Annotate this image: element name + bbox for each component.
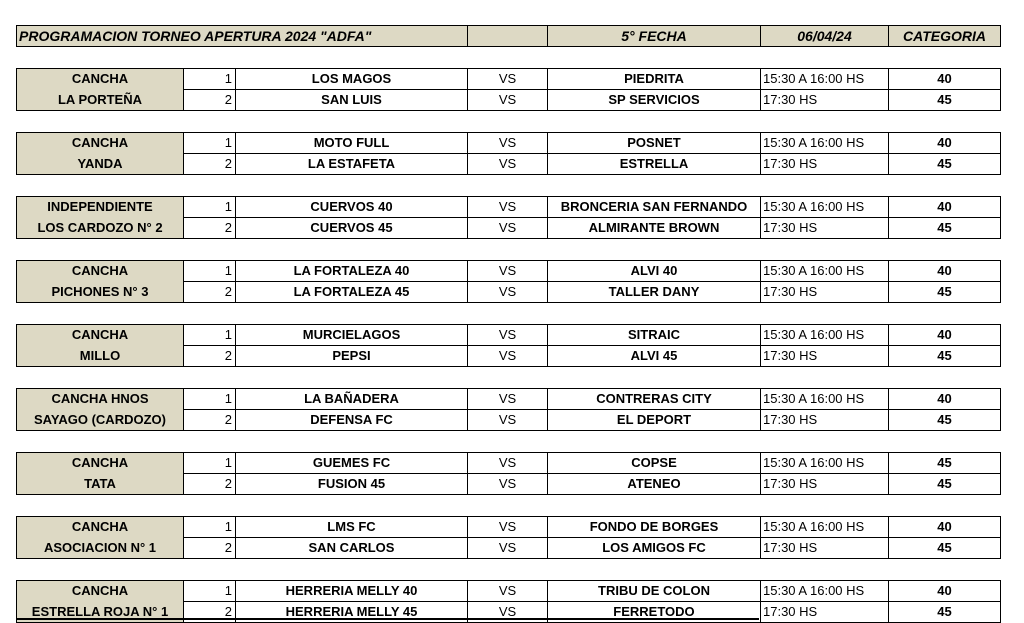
home-team: SAN CARLOS — [236, 538, 468, 559]
venue-name-line: CANCHA — [17, 581, 184, 602]
away-team: BRONCERIA SAN FERNANDO — [548, 197, 761, 218]
spacer-cell — [17, 111, 1001, 133]
match-category: 45 — [889, 410, 1001, 431]
match-number: 2 — [184, 602, 236, 623]
match-number: 1 — [184, 453, 236, 474]
match-category: 40 — [889, 517, 1001, 538]
home-team: GUEMES FC — [236, 453, 468, 474]
match-row — [17, 133, 1001, 154]
match-time: 17:30 HS — [761, 538, 889, 559]
home-team: SAN LUIS — [236, 90, 468, 111]
match-number: 2 — [184, 474, 236, 495]
category-header: CATEGORIA — [889, 26, 1001, 47]
venue-name-line: PICHONES N° 3 — [17, 282, 184, 303]
match-category: 45 — [889, 282, 1001, 303]
round-label: 5° FECHA — [548, 26, 761, 47]
venue-spacer — [17, 175, 1001, 197]
match-time: 17:30 HS — [761, 282, 889, 303]
venue-spacer — [17, 495, 1001, 517]
match-row — [17, 453, 1001, 474]
match-number: 2 — [184, 90, 236, 111]
match-time: 15:30 A 16:00 HS — [761, 197, 889, 218]
venue-name-line: SAYAGO (CARDOZO) — [17, 410, 184, 431]
match-category: 40 — [889, 197, 1001, 218]
home-team: MURCIELAGOS — [236, 325, 468, 346]
venue-name-line: LA PORTEÑA — [17, 90, 184, 111]
match-row — [17, 474, 1001, 495]
match-time: 15:30 A 16:00 HS — [761, 389, 889, 410]
versus-label: VS — [468, 261, 548, 282]
away-team: ALVI 45 — [548, 346, 761, 367]
match-category: 45 — [889, 538, 1001, 559]
match-number: 1 — [184, 69, 236, 90]
schedule-table — [16, 25, 1001, 623]
venue-spacer — [17, 111, 1001, 133]
versus-label: VS — [468, 410, 548, 431]
versus-label: VS — [468, 325, 548, 346]
home-team: FUSION 45 — [236, 474, 468, 495]
venue-name-line: CANCHA HNOS — [17, 389, 184, 410]
venue-name-line: CANCHA — [17, 69, 184, 90]
match-category: 40 — [889, 69, 1001, 90]
away-team: CONTRERAS CITY — [548, 389, 761, 410]
match-row — [17, 154, 1001, 175]
venue-name-line: LOS CARDOZO N° 2 — [17, 218, 184, 239]
match-time: 15:30 A 16:00 HS — [761, 453, 889, 474]
match-time: 17:30 HS — [761, 154, 889, 175]
versus-label: VS — [468, 69, 548, 90]
match-time: 17:30 HS — [761, 218, 889, 239]
away-team: LOS AMIGOS FC — [548, 538, 761, 559]
header-blank-cell — [468, 26, 548, 47]
home-team: LMS FC — [236, 517, 468, 538]
match-category: 45 — [889, 218, 1001, 239]
match-row — [17, 261, 1001, 282]
match-time: 15:30 A 16:00 HS — [761, 517, 889, 538]
match-category: 40 — [889, 581, 1001, 602]
match-row — [17, 282, 1001, 303]
away-team: FONDO DE BORGES — [548, 517, 761, 538]
away-team: SP SERVICIOS — [548, 90, 761, 111]
venue-spacer — [17, 303, 1001, 325]
home-team: PEPSI — [236, 346, 468, 367]
home-team: LOS MAGOS — [236, 69, 468, 90]
spacer-cell — [17, 175, 1001, 197]
match-time: 17:30 HS — [761, 410, 889, 431]
match-number: 2 — [184, 282, 236, 303]
header-row — [17, 26, 1001, 47]
home-team: LA FORTALEZA 45 — [236, 282, 468, 303]
match-time: 17:30 HS — [761, 602, 889, 623]
home-team: LA BAÑADERA — [236, 389, 468, 410]
home-team: CUERVOS 40 — [236, 197, 468, 218]
away-team: COPSE — [548, 453, 761, 474]
date-label: 06/04/24 — [761, 26, 889, 47]
match-category: 40 — [889, 389, 1001, 410]
spacer-cell — [17, 47, 1001, 69]
away-team: EL DEPORT — [548, 410, 761, 431]
match-time: 15:30 A 16:00 HS — [761, 261, 889, 282]
versus-label: VS — [468, 90, 548, 111]
match-number: 1 — [184, 197, 236, 218]
away-team: ATENEO — [548, 474, 761, 495]
match-time: 17:30 HS — [761, 90, 889, 111]
match-time: 17:30 HS — [761, 474, 889, 495]
home-team: LA ESTAFETA — [236, 154, 468, 175]
away-team: FERRETODO — [548, 602, 761, 623]
match-category: 45 — [889, 474, 1001, 495]
venue-spacer — [17, 47, 1001, 69]
venue-name-line: INDEPENDIENTE — [17, 197, 184, 218]
match-row — [17, 581, 1001, 602]
match-row — [17, 69, 1001, 90]
away-team: ALMIRANTE BROWN — [548, 218, 761, 239]
venue-name-line: CANCHA — [17, 453, 184, 474]
spacer-cell — [17, 239, 1001, 261]
away-team: ALVI 40 — [548, 261, 761, 282]
away-team: TRIBU DE COLON — [548, 581, 761, 602]
match-number: 2 — [184, 218, 236, 239]
match-row — [17, 325, 1001, 346]
versus-label: VS — [468, 346, 548, 367]
versus-label: VS — [468, 389, 548, 410]
match-time: 15:30 A 16:00 HS — [761, 133, 889, 154]
venue-name-line: TATA — [17, 474, 184, 495]
match-row — [17, 538, 1001, 559]
spacer-cell — [17, 303, 1001, 325]
home-team: CUERVOS 45 — [236, 218, 468, 239]
schedule-sheet — [16, 25, 1001, 623]
versus-label: VS — [468, 282, 548, 303]
match-time: 15:30 A 16:00 HS — [761, 581, 889, 602]
match-row — [17, 90, 1001, 111]
spacer-cell — [17, 495, 1001, 517]
versus-label: VS — [468, 581, 548, 602]
venue-spacer — [17, 239, 1001, 261]
match-number: 1 — [184, 389, 236, 410]
match-number: 2 — [184, 346, 236, 367]
venue-spacer — [17, 559, 1001, 581]
spacer-cell — [17, 559, 1001, 581]
match-time: 15:30 A 16:00 HS — [761, 325, 889, 346]
home-team: DEFENSA FC — [236, 410, 468, 431]
versus-label: VS — [468, 517, 548, 538]
home-team: MOTO FULL — [236, 133, 468, 154]
match-row — [17, 389, 1001, 410]
versus-label: VS — [468, 197, 548, 218]
venue-name-line: ASOCIACION N° 1 — [17, 538, 184, 559]
match-number: 1 — [184, 133, 236, 154]
match-number: 2 — [184, 410, 236, 431]
away-team: POSNET — [548, 133, 761, 154]
away-team: SITRAIC — [548, 325, 761, 346]
match-category: 45 — [889, 453, 1001, 474]
match-time: 15:30 A 16:00 HS — [761, 69, 889, 90]
venue-name-line: CANCHA — [17, 325, 184, 346]
tournament-title: PROGRAMACION TORNEO APERTURA 2024 "ADFA" — [17, 26, 468, 47]
versus-label: VS — [468, 218, 548, 239]
match-number: 2 — [184, 154, 236, 175]
match-category: 45 — [889, 346, 1001, 367]
spacer-cell — [17, 431, 1001, 453]
versus-label: VS — [468, 133, 548, 154]
match-row — [17, 346, 1001, 367]
match-number: 2 — [184, 538, 236, 559]
venue-name-line: MILLO — [17, 346, 184, 367]
venue-spacer — [17, 431, 1001, 453]
match-number: 1 — [184, 261, 236, 282]
away-team: TALLER DANY — [548, 282, 761, 303]
match-category: 40 — [889, 325, 1001, 346]
match-category: 45 — [889, 602, 1001, 623]
match-time: 17:30 HS — [761, 346, 889, 367]
home-team: HERRERIA MELLY 45 — [236, 602, 468, 623]
versus-label: VS — [468, 474, 548, 495]
match-row — [17, 218, 1001, 239]
match-row — [17, 517, 1001, 538]
match-category: 45 — [889, 154, 1001, 175]
match-category: 40 — [889, 133, 1001, 154]
match-number: 1 — [184, 517, 236, 538]
venue-name-line: ESTRELLA ROJA N° 1 — [17, 602, 184, 623]
match-number: 1 — [184, 581, 236, 602]
match-category: 40 — [889, 261, 1001, 282]
venue-name-line: YANDA — [17, 154, 184, 175]
home-team: HERRERIA MELLY 40 — [236, 581, 468, 602]
match-category: 45 — [889, 90, 1001, 111]
versus-label: VS — [468, 538, 548, 559]
away-team: PIEDRITA — [548, 69, 761, 90]
versus-label: VS — [468, 602, 548, 623]
match-row — [17, 410, 1001, 431]
home-team: LA FORTALEZA 40 — [236, 261, 468, 282]
match-row — [17, 197, 1001, 218]
venue-spacer — [17, 367, 1001, 389]
away-team: ESTRELLA — [548, 154, 761, 175]
match-number: 1 — [184, 325, 236, 346]
venue-name-line: CANCHA — [17, 133, 184, 154]
spacer-cell — [17, 367, 1001, 389]
venue-name-line: CANCHA — [17, 517, 184, 538]
versus-label: VS — [468, 453, 548, 474]
versus-label: VS — [468, 154, 548, 175]
venue-name-line: CANCHA — [17, 261, 184, 282]
